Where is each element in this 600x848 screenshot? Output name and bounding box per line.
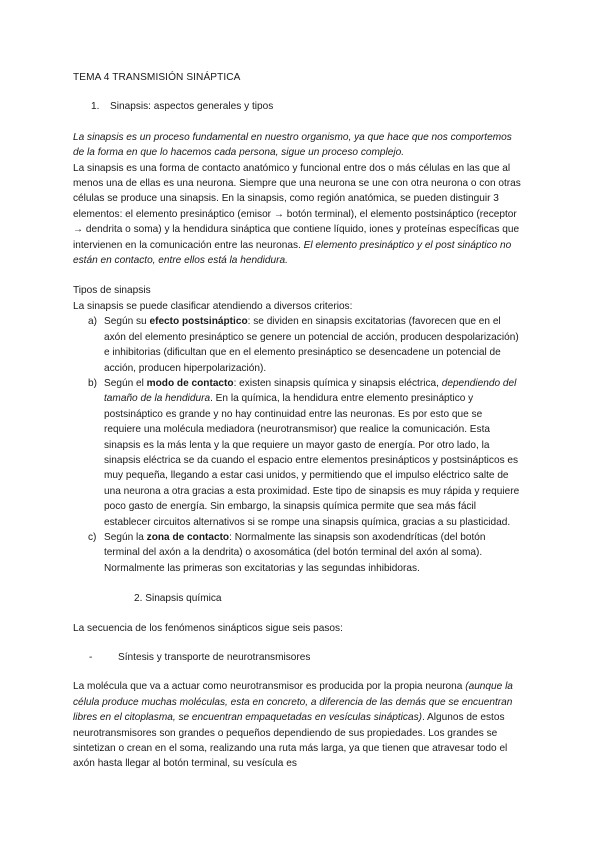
spacer bbox=[73, 268, 522, 283]
list-item-bold: modo de contacto bbox=[146, 377, 234, 389]
section-heading-1 bbox=[73, 99, 522, 114]
final-italic: (aunque la célula produce muchas moléculas, esta en concreto, a diferencia de las demás que se encuentran libres en el citoplasma, se encuentran empaquetadas en vesículas sinápticas) bbox=[73, 681, 513, 724]
tipos-heading: Tipos de sinapsis bbox=[73, 285, 151, 297]
intro-text: La sinapsis es una forma de contacto anatómico y funcional entre dos o más células en las que al menos una de ellas es una neurona. Siempre que una neurona se une con otra neurona o con otras células se produce una sinapsis. En la sinapsis, como región anatómica, se pueden distinguir 3 elementos: el elemento presináptico (emisor → botón terminal), el elemento postsináptico (receptor → dendrita o soma) y la hendidura sináptica que contiene líquido, iones y proteínas específicas que intervienen en la comunicación entre las neuronas. bbox=[73, 162, 521, 251]
list-item-pre: Según la bbox=[104, 531, 147, 543]
list-item-pre: Según su bbox=[104, 316, 150, 328]
list-item-a bbox=[73, 314, 522, 376]
list-item-italic: dependiendo del tamaño de la hendidura bbox=[104, 377, 517, 405]
intro-tail-italic: El elemento presináptico y el post sináptico no están en contacto, entre ellos está la hendidura. bbox=[73, 239, 512, 267]
list-item-text: : Normalmente las sinapsis son axodendríticas (del botón terminal del axón a la dendrita) o axosomática (del botón terminal del axón al soma). Normalmente las primeras son excitatorias y las segundas inhibidoras. bbox=[104, 531, 486, 574]
document-title: TEMA 4 TRANSMISIÓN SINÁPTICA bbox=[73, 72, 241, 83]
secuencia-paragraph: La secuencia de los fenómenos sinápticos sigue seis pasos: bbox=[73, 622, 343, 634]
intro-paragraph bbox=[73, 161, 522, 269]
step-list-item bbox=[73, 650, 522, 665]
intro-italic-paragraph: La sinapsis es un proceso fundamental en nuestro organismo, ya que hace que nos comportemos de la forma en que lo hacemos cada persona, sigue un proceso complejo. bbox=[73, 131, 512, 159]
list-item-pre: Según el bbox=[104, 377, 147, 389]
list-item-text: : se dividen en sinapsis excitatorias (favorecen que en el axón del elemento presináptico se genere un potencial de acción, producen despolarización) e inhibitorias (dificultan que en el elemento presináptico se desencadene un potencial de acción, producen hiperpolarización). bbox=[104, 316, 519, 374]
list-item-text: : existen sinapsis química y sinapsis eléctrica, bbox=[233, 377, 439, 389]
section-number: 1. bbox=[91, 101, 100, 113]
list-item-b bbox=[73, 376, 522, 530]
list-item-text-2: . En la química, la hendidura entre elemento presináptico y postsináptico es grande y no hay continuidad entre las neuronas. Es por esto que se requiere una molécula mediadora (neurotransmisor) que realice la comunicación. Esta sinapsis es la más lenta y la que requiere un mayor gasto de energía. Por otro lado, la sinapsis eléctrica se da cuando el espacio entre elementos presinápticos y postsinápticos es muy pequeña, llegando a estar casi unidos, y permitiendo que el impulso eléctrico salte de una neurona a otra gracias a esta proximidad. Este tipo de sinapsis es muy rápida y requiere poco gasto de energía. Sin embargo, la sinapsis química permite que sea más fácil establecer circuitos alternativos si se rompe una sinapsis química, gracias a su plasticidad. bbox=[104, 393, 520, 528]
list-item-bold: zona de contacto bbox=[146, 531, 230, 543]
list-marker: c) bbox=[88, 531, 97, 543]
tipos-list bbox=[73, 314, 522, 576]
section-title: Sinapsis: aspectos generales y tipos bbox=[110, 101, 274, 113]
section-heading-2: 2. Sinapsis química bbox=[134, 593, 222, 605]
list-item-bold: efecto postsináptico bbox=[149, 316, 248, 328]
tipos-intro: La sinapsis se puede clasificar atendiendo a diversos criterios: bbox=[73, 300, 353, 312]
dash-marker: - bbox=[89, 652, 93, 663]
final-paragraph bbox=[73, 679, 522, 771]
final-post: . Algunos de estos neurotransmisores son grandes o pequeños dependiendo de sus propiedades. Los grandes se sintetizan o crean en el soma, realizando una ruta más larga, ya que tienen que atravesar todo el axón hasta llegar al botón terminal, su vesícula es bbox=[73, 712, 508, 770]
list-item-c bbox=[73, 530, 522, 576]
list-marker: a) bbox=[88, 316, 97, 328]
step-text: Síntesis y transporte de neurotransmisores bbox=[118, 652, 311, 663]
list-marker: b) bbox=[88, 377, 97, 389]
final-pre: La molécula que va a actuar como neurotransmisor es producida por la propia neurona bbox=[73, 681, 463, 693]
